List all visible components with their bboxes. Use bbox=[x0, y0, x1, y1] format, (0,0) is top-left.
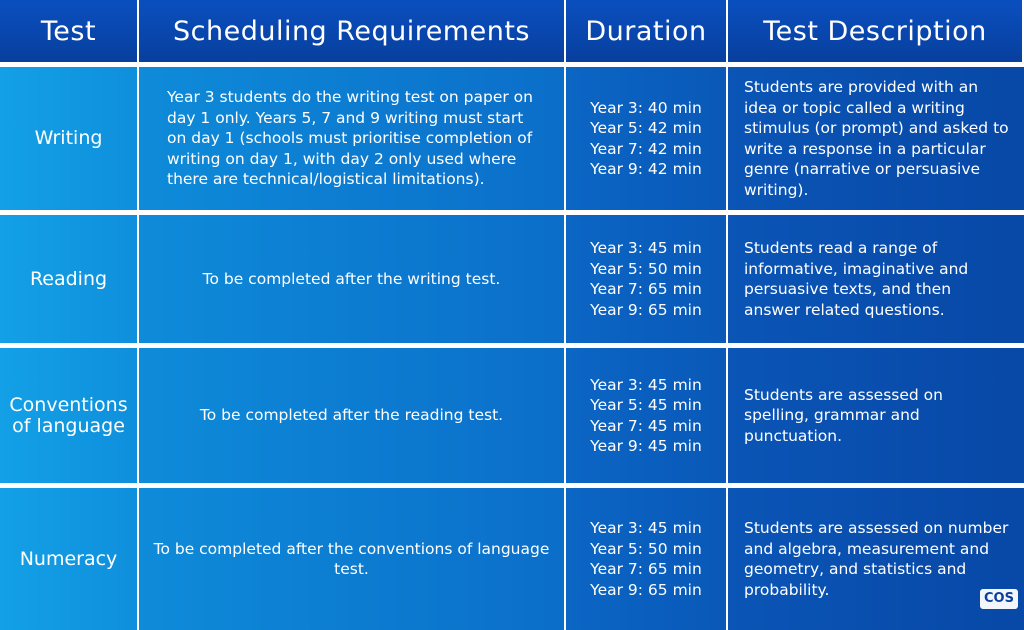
row-reading-duration bbox=[566, 215, 728, 343]
row-writing-duration bbox=[566, 67, 728, 210]
test-name: Writing bbox=[34, 127, 103, 149]
duration-year9: Year 9: 65 min bbox=[590, 580, 702, 599]
duration-year5: Year 5: 45 min bbox=[590, 396, 702, 414]
description-text: Students are assessed on number and algebra, measurement and geometry, and statistics and probability. bbox=[744, 519, 1009, 599]
row-numeracy-description bbox=[728, 488, 1024, 630]
scheduling-text: To be completed after the writing test. bbox=[202, 269, 501, 288]
header-scheduling: Scheduling Requirements bbox=[139, 0, 566, 62]
duration-year7: Year 7: 42 min bbox=[590, 139, 702, 158]
row-numeracy-scheduling bbox=[139, 488, 566, 630]
row-numeracy-test bbox=[0, 488, 139, 630]
duration-year3: Year 3: 45 min bbox=[590, 375, 702, 394]
row-reading-scheduling bbox=[139, 215, 566, 343]
duration-year3: Year 3: 45 min bbox=[590, 519, 702, 537]
duration-year5: Year 5: 50 min bbox=[590, 539, 702, 558]
row-writing-scheduling bbox=[139, 67, 566, 210]
description-text: Students are assessed on spelling, grammar and punctuation. bbox=[744, 385, 943, 445]
row-numeracy-duration bbox=[566, 488, 728, 630]
test-name: Reading bbox=[29, 267, 108, 290]
duration-year7: Year 7: 45 min bbox=[590, 416, 702, 435]
duration-year5: Year 5: 42 min bbox=[590, 119, 702, 137]
test-name: Numeracy bbox=[19, 547, 118, 570]
scheduling-text: To be completed after the conventions of language test. bbox=[153, 539, 550, 578]
test-name: Conventions of language bbox=[9, 393, 128, 437]
duration-year7: Year 7: 65 min bbox=[590, 280, 702, 298]
header-test: Test bbox=[0, 0, 139, 62]
scheduling-text: To be completed after the reading test. bbox=[199, 406, 504, 425]
duration-year3: Year 3: 40 min bbox=[590, 98, 702, 117]
row-reading-description bbox=[728, 215, 1024, 343]
duration-year9: Year 9: 42 min bbox=[590, 160, 702, 178]
duration-year7: Year 7: 65 min bbox=[590, 560, 702, 578]
scheduling-text: Year 3 students do the writing test on paper on day 1 only. Years 5, 7 and 9 writing must start on day 1 (schools must prioritise completion of writing on day 1, with day 2 only used where there are technical/logistical limitations). bbox=[167, 88, 533, 189]
row-reading-test bbox=[0, 215, 139, 343]
duration-year9: Year 9: 65 min bbox=[590, 300, 702, 319]
description-text: Students read a range of informative, imaginative and persuasive texts, and then answer related questions. bbox=[744, 239, 969, 319]
cos-logo: COS bbox=[980, 589, 1018, 609]
duration-year5: Year 5: 50 min bbox=[590, 259, 702, 278]
header-duration: Duration bbox=[566, 0, 728, 62]
header-description: Test Description bbox=[728, 0, 1024, 62]
duration-year9: Year 9: 45 min bbox=[590, 437, 702, 455]
row-conventions-duration bbox=[566, 348, 728, 483]
row-conventions-scheduling bbox=[139, 348, 566, 483]
row-conventions-description bbox=[728, 348, 1024, 483]
description-text: Students are provided with an idea or topic called a writing stimulus (or prompt) and asked to write a response in a particular genre (narrative or persuasive writing). bbox=[744, 78, 1009, 199]
row-writing-description bbox=[728, 67, 1024, 210]
duration-year3: Year 3: 45 min bbox=[590, 239, 702, 257]
row-writing-test bbox=[0, 67, 139, 210]
row-conventions-test bbox=[0, 348, 139, 483]
